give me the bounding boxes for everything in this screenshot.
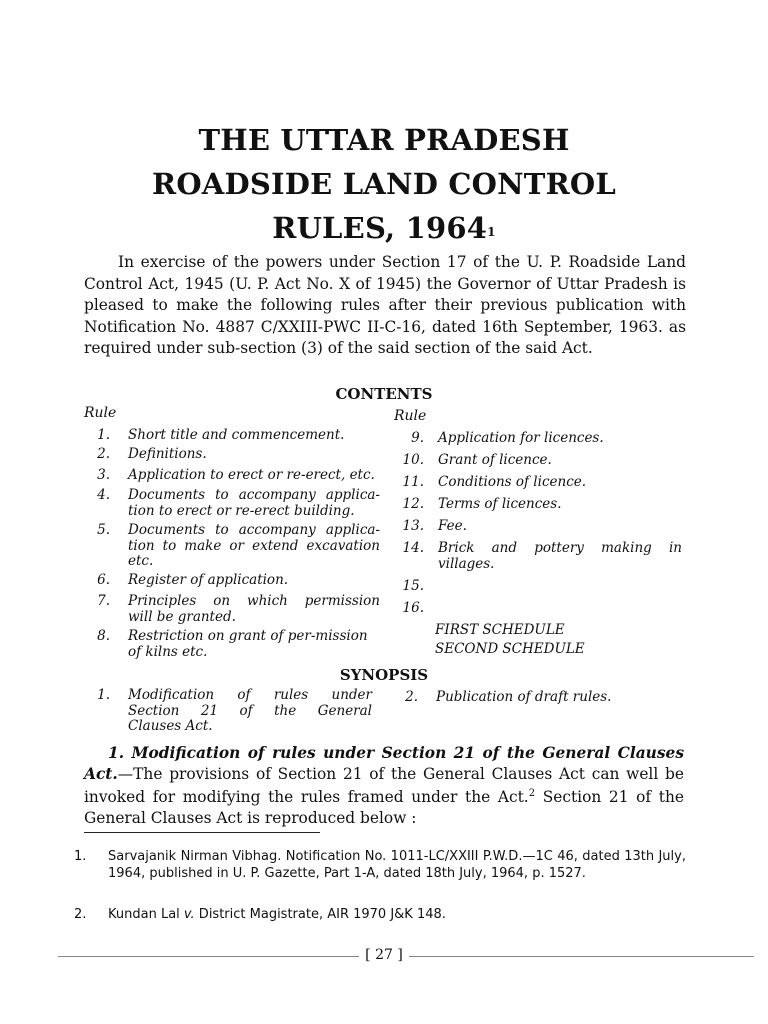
- intro-text: In exercise of the powers under Section 17 of the U. P. Roadside Land Control Act, 1945 (U. P. Act No. X of 1945) the Governor of Uttar Pradesh is pleased to make the following rules after their previous publication with Notification No. 4887 C/XXIII-PWC II-C-16, dated 16th September, 1963. as required under sub-section (3) of the said section of the said Act.: [84, 253, 686, 357]
- section-1-footnote-ref[interactable]: 2: [528, 788, 536, 799]
- document-title: [0, 118, 768, 250]
- section-1-heading: 1. Modification of rules under Section 21 of the General Clauses Act.: [84, 744, 684, 783]
- title-line-3: RULES, 1964$^1$: [272, 211, 496, 245]
- section-1-text: —The provisions of Section 21 of the General Clauses Act can well be invoked for modifying the rules framed under the Act.: [84, 764, 684, 807]
- section-1-paragraph: [84, 743, 684, 828]
- title-line-2: ROADSIDE LAND CONTROL: [152, 167, 616, 201]
- footnote-divider: [84, 832, 320, 833]
- contents-rule-label-left: Rule: [84, 405, 117, 421]
- second-schedule-label[interactable]: SECOND SCHEDULE: [435, 641, 585, 657]
- first-schedule-label[interactable]: FIRST SCHEDULE: [435, 622, 565, 638]
- title-footnote-ref[interactable]: 1: [487, 225, 496, 239]
- section-1-text-2: Section 21 of the General Clauses Act is reproduced below :: [84, 788, 684, 827]
- intro-paragraph: [84, 252, 686, 360]
- page-number: [ 27 ]: [0, 947, 768, 963]
- synopsis-heading: SYNOPSIS: [339, 666, 429, 684]
- contents-heading: CONTENTS: [335, 385, 433, 403]
- contents-rule-label-right: Rule: [394, 408, 427, 424]
- title-line-1: THE UTTAR PRADESH: [198, 123, 570, 157]
- footnote-2: 2. Kundan Lal v. District Magistrate, AIR 1970 J&K 148.: [74, 907, 446, 922]
- footnote-1: 1. Sarvajanik Nirman Vibhag. Notification No. 1011-LC/XXIII P.W.D.—1C 46, dated 13th July, 1964, published in U. P. Gazette, Part 1-A, dated 18th July, 1964, p. 1527.: [74, 849, 686, 881]
